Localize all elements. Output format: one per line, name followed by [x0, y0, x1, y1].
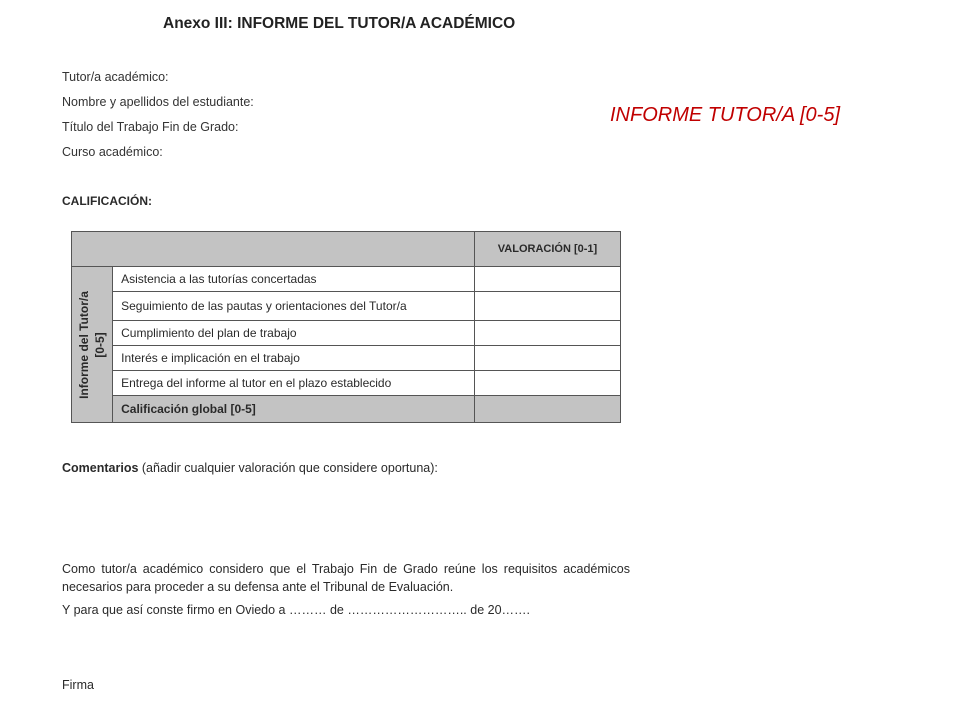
global-score-cell[interactable] [474, 396, 620, 423]
signature-label: Firma [62, 678, 94, 692]
field-tutor: Tutor/a académico: [62, 70, 169, 84]
signature-place-date: Y para que así conste firmo en Oviedo a ……… de ……………………….. de 20……. [62, 603, 531, 617]
table-row [72, 371, 621, 396]
comments-bold: Comentarios [62, 461, 139, 475]
score-cell[interactable] [474, 371, 620, 396]
score-cell[interactable] [474, 292, 620, 321]
side-heading: INFORME TUTOR/A [0-5] [610, 104, 841, 126]
table-row [72, 292, 621, 321]
header-empty-cell [72, 232, 475, 267]
side-label [76, 291, 108, 399]
field-student-name: Nombre y apellidos del estudiante: [62, 95, 254, 109]
score-cell[interactable] [474, 321, 620, 346]
criterion-cell: Entrega del informe al tutor en el plazo establecido [113, 371, 475, 396]
field-academic-year: Curso académico: [62, 145, 163, 159]
criterion-cell: Asistencia a las tutorías concertadas [113, 267, 475, 292]
score-cell[interactable] [474, 346, 620, 371]
comments-label [62, 461, 438, 475]
value-header: VALORACIÓN [0-1] [474, 232, 620, 267]
score-cell[interactable] [474, 267, 620, 292]
declaration-paragraph: Como tutor/a académico considero que el Trabajo Fin de Grado reúne los requisitos académicos necesarios para proceder a su defensa ante el Tribunal de Evaluación. [62, 562, 630, 594]
criterion-cell: Cumplimiento del plan de trabajo [113, 321, 475, 346]
criterion-cell: Seguimiento de las pautas y orientaciones del Tutor/a [113, 292, 475, 321]
field-tfg-title: Título del Trabajo Fin de Grado: [62, 120, 239, 134]
calificacion-label: CALIFICACIÓN: [62, 194, 152, 208]
table-header-row [72, 232, 621, 267]
global-label: Calificación global [0-5] [113, 396, 475, 423]
document-title: Anexo III: INFORME DEL TUTOR/A ACADÉMICO [163, 15, 516, 32]
evaluation-table [71, 231, 621, 423]
comments-rest: (añadir cualquier valoración que considere oportuna): [138, 461, 438, 475]
table-row [72, 321, 621, 346]
table-row [72, 267, 621, 292]
table-global-row [72, 396, 621, 423]
criterion-cell: Interés e implicación en el trabajo [113, 346, 475, 371]
side-label-cell [72, 267, 113, 423]
side-label-line1: Informe del Tutor/a [77, 290, 92, 399]
side-label-line2: [0-5] [93, 331, 108, 358]
table-row [72, 346, 621, 371]
